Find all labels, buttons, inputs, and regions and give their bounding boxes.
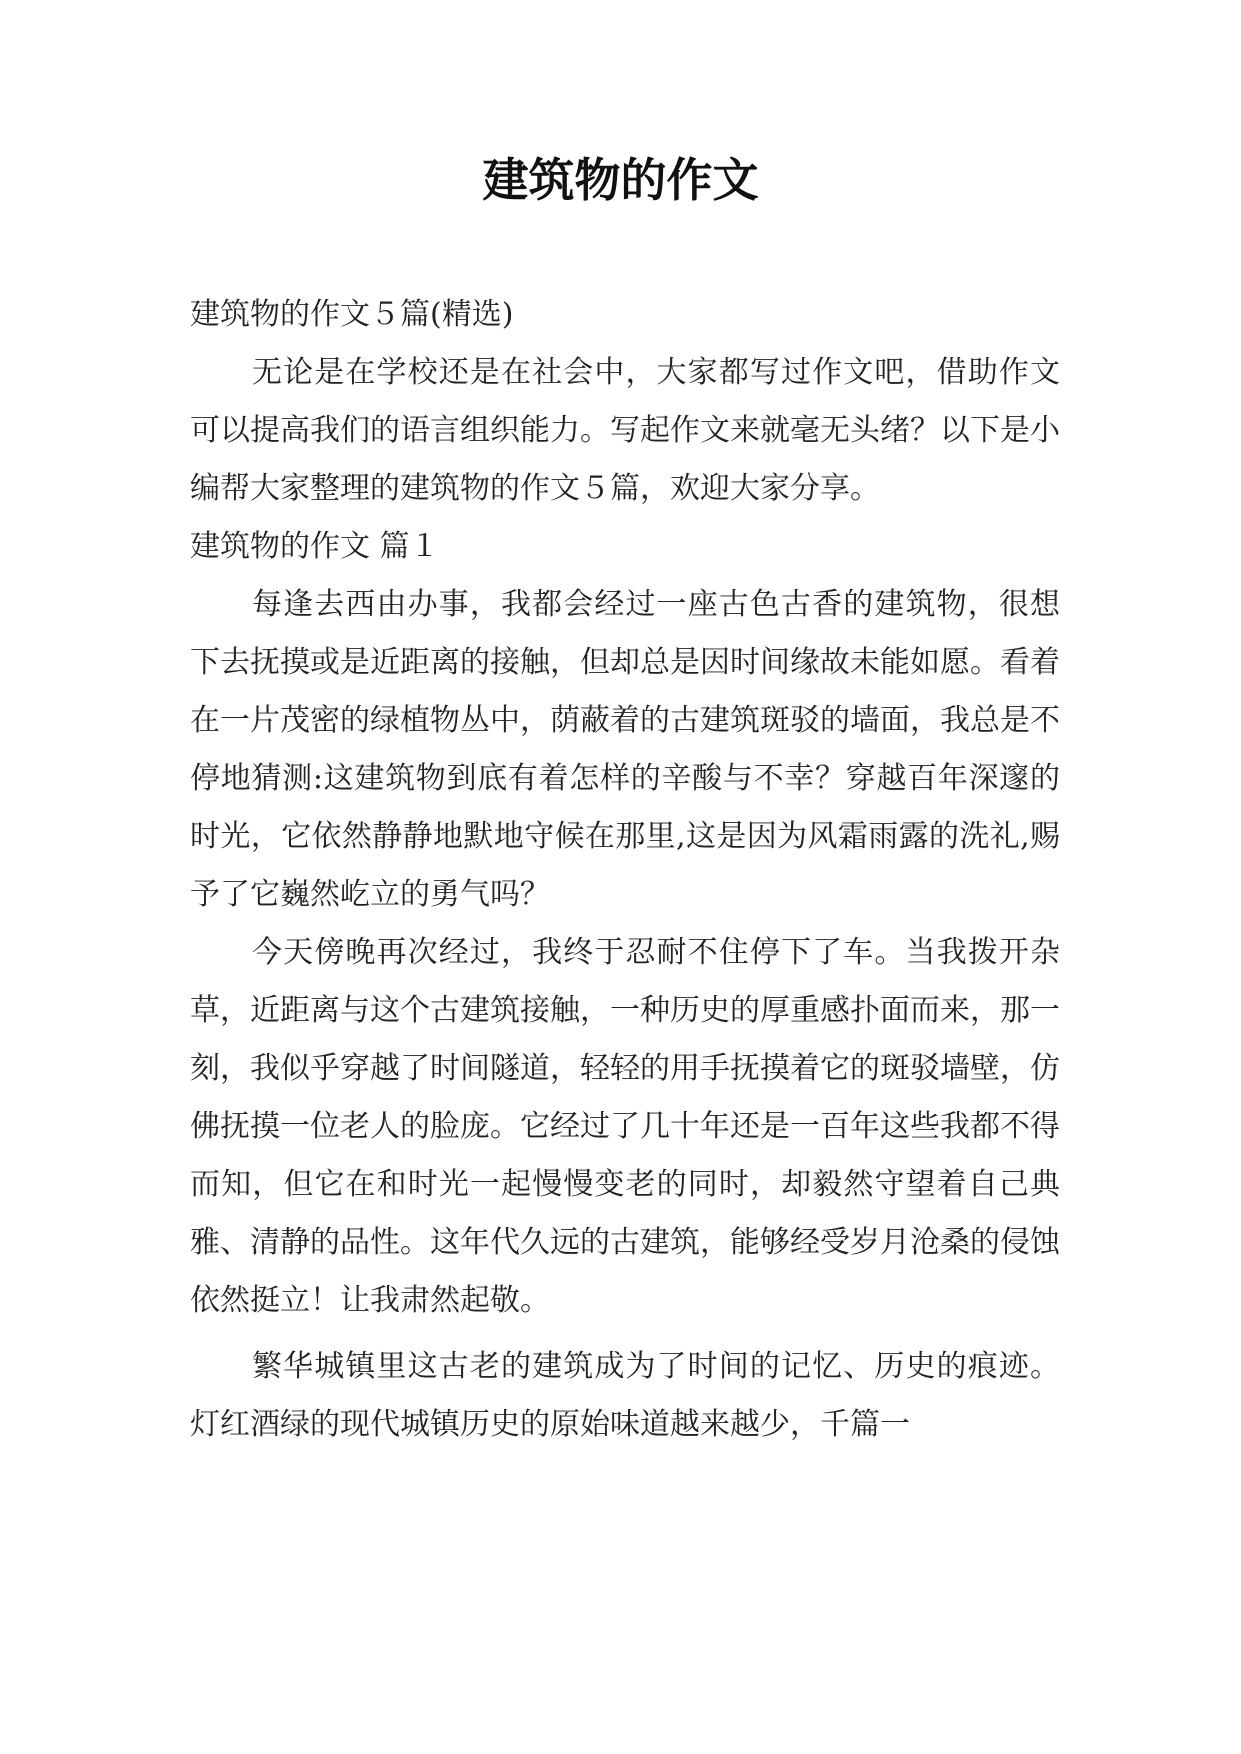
- section-heading: 建筑物的作文 篇１: [190, 529, 440, 564]
- body-paragraph-2: 今天傍晚再次经过，我终于忍耐不住停下了车。当我拨开杂草，近距离与这个古建筑接触，一种历史的厚重感扑面而来，那一刻，我似乎穿越了时间隧道，轻轻的用手抚摸着它的斑驳墙壁，仿佛抚摸一位老人的脸庞。它经过了几十年还是一百年这些我都不得而知，但它在和时光一起慢慢变老的同时，却毅然守望着自己典雅、清静的品性。这年代久远的古建筑，能够经受岁月沧桑的侵蚀依然挺立！让我肃然起敬。: [190, 935, 1060, 1318]
- body-paragraph-1: 每逢去西由办事，我都会经过一座古色古香的建筑物，很想下去抚摸或是近距离的接触，但却总是因时间缘故未能如愿。看着在一片茂密的绿植物丛中，荫蔽着的古建筑斑驳的墙面，我总是不停地猜测:这建筑物到底有着怎样的辛酸与不幸？穿越百年深邃的时光，它依然静静地默地守候在那里,这是因为风霜雨露的洗礼,赐予了它巍然屹立的勇气吗？: [190, 587, 1060, 912]
- body-paragraph-3: 繁华城镇里这古老的建筑成为了时间的记忆、历史的痕迹。灯红酒绿的现代城镇历史的原始味道越来越少，千篇一: [190, 1349, 1060, 1442]
- intro-paragraph: 无论是在学校还是在社会中，大家都写过作文吧，借助作文可以提高我们的语言组织能力。写起作文来就毫无头绪？以下是小编帮大家整理的建筑物的作文５篇，欢迎大家分享。: [190, 355, 1060, 506]
- document-title: 建筑物的作文: [482, 153, 759, 207]
- document-body: [190, 286, 1060, 1454]
- document-subtitle: 建筑物的作文５篇(精选): [190, 297, 514, 332]
